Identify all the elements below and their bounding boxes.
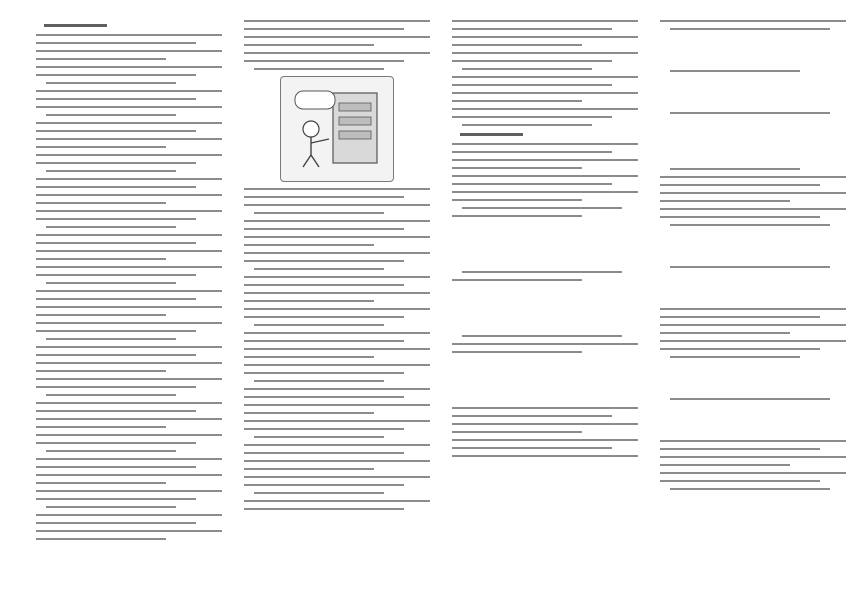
text-line xyxy=(452,415,612,417)
option-line xyxy=(46,394,176,396)
text-line xyxy=(244,188,430,190)
text-line xyxy=(660,480,820,482)
text-line xyxy=(36,154,222,156)
text-line xyxy=(244,236,430,238)
text-line xyxy=(36,178,222,180)
text-line xyxy=(36,330,196,332)
text-line xyxy=(36,426,166,428)
text-line xyxy=(244,452,404,454)
cartoon-drawing-icon xyxy=(289,85,385,173)
question-line xyxy=(670,488,830,490)
text-line xyxy=(36,266,222,268)
text-line xyxy=(36,354,196,356)
text-line xyxy=(244,20,430,22)
text-line xyxy=(244,60,404,62)
text-line xyxy=(660,208,846,210)
answer-space xyxy=(452,359,638,401)
question-line xyxy=(670,28,830,30)
text-line xyxy=(660,348,820,350)
text-line xyxy=(244,356,374,358)
text-line xyxy=(36,234,222,236)
text-line xyxy=(244,508,404,510)
text-line xyxy=(244,412,374,414)
text-line xyxy=(36,370,166,372)
text-line xyxy=(36,186,196,188)
text-line xyxy=(244,316,404,318)
text-line xyxy=(244,28,404,30)
text-line xyxy=(660,200,790,202)
text-line xyxy=(36,378,222,380)
text-line xyxy=(36,514,222,516)
question-line xyxy=(670,112,830,114)
text-line xyxy=(452,455,638,457)
text-line xyxy=(36,402,222,404)
text-line xyxy=(244,284,404,286)
option-line xyxy=(254,212,384,214)
text-line xyxy=(36,434,222,436)
text-line xyxy=(36,50,222,52)
text-line xyxy=(36,34,222,36)
text-line xyxy=(452,76,638,78)
question-line xyxy=(670,356,800,358)
text-line xyxy=(36,218,196,220)
text-line xyxy=(244,252,430,254)
answer-space xyxy=(660,406,846,434)
option-line xyxy=(254,492,384,494)
text-line xyxy=(244,396,404,398)
option-line xyxy=(254,436,384,438)
text-line xyxy=(660,216,820,218)
text-line xyxy=(244,36,430,38)
option-line xyxy=(46,282,176,284)
section-heading xyxy=(44,24,107,27)
text-line xyxy=(244,204,430,206)
text-line xyxy=(244,404,430,406)
text-line xyxy=(660,308,846,310)
cartoon-illustration xyxy=(280,76,394,182)
option-line xyxy=(254,324,384,326)
text-line xyxy=(452,60,612,62)
text-line xyxy=(244,372,404,374)
text-line xyxy=(36,522,196,524)
text-line xyxy=(36,74,196,76)
text-line xyxy=(244,388,430,390)
text-line xyxy=(36,458,222,460)
text-line xyxy=(36,146,166,148)
option-line xyxy=(254,380,384,382)
text-column-2 xyxy=(244,14,430,603)
option-line xyxy=(254,68,384,70)
text-line xyxy=(36,306,222,308)
text-line xyxy=(452,423,638,425)
text-line xyxy=(660,184,820,186)
question-line xyxy=(462,207,622,209)
text-line xyxy=(452,100,582,102)
text-line xyxy=(452,108,638,110)
text-line xyxy=(244,460,430,462)
answer-space xyxy=(660,36,846,64)
text-line xyxy=(452,151,612,153)
text-line xyxy=(36,482,166,484)
text-line xyxy=(452,159,638,161)
text-line xyxy=(36,290,222,292)
text-line xyxy=(36,250,222,252)
text-line xyxy=(36,362,222,364)
question-line xyxy=(452,215,582,217)
text-line xyxy=(244,348,430,350)
text-line xyxy=(36,58,166,60)
question-line xyxy=(670,398,830,400)
answer-space xyxy=(660,364,846,392)
text-line xyxy=(244,484,404,486)
text-line xyxy=(452,52,638,54)
text-line xyxy=(36,386,196,388)
text-line xyxy=(452,439,638,441)
text-line xyxy=(36,194,222,196)
text-line xyxy=(244,332,430,334)
option-line xyxy=(46,170,176,172)
text-line xyxy=(244,276,430,278)
text-line xyxy=(244,340,404,342)
text-line xyxy=(660,20,846,22)
text-column-1 xyxy=(36,14,222,603)
question-line xyxy=(670,168,800,170)
question-line xyxy=(452,279,582,281)
text-line xyxy=(36,298,196,300)
text-line xyxy=(452,175,638,177)
option-line xyxy=(46,114,176,116)
text-line xyxy=(660,472,846,474)
text-line xyxy=(36,314,166,316)
text-line xyxy=(244,196,404,198)
text-line xyxy=(244,428,404,430)
answer-space xyxy=(660,120,846,162)
text-line xyxy=(660,324,846,326)
text-line xyxy=(452,84,612,86)
text-line xyxy=(660,448,820,450)
text-line xyxy=(660,456,846,458)
text-line xyxy=(36,418,222,420)
text-line xyxy=(452,199,582,201)
text-line xyxy=(36,98,196,100)
text-line xyxy=(36,138,222,140)
text-line xyxy=(36,466,196,468)
question-line xyxy=(462,271,622,273)
text-line xyxy=(660,340,846,342)
text-line xyxy=(660,440,846,442)
answer-space xyxy=(452,223,638,265)
text-line xyxy=(36,322,222,324)
question-line xyxy=(452,351,582,353)
text-line xyxy=(36,122,222,124)
text-line xyxy=(452,447,612,449)
text-line xyxy=(452,44,582,46)
text-line xyxy=(660,316,820,318)
text-line xyxy=(36,530,222,532)
text-line xyxy=(36,442,196,444)
text-line xyxy=(244,44,374,46)
text-line xyxy=(452,143,638,145)
text-line xyxy=(36,90,222,92)
answer-space xyxy=(660,274,846,302)
text-line xyxy=(452,116,612,118)
text-line xyxy=(244,308,430,310)
text-line xyxy=(244,228,404,230)
text-column-4 xyxy=(660,14,846,603)
text-line xyxy=(244,260,404,262)
text-line xyxy=(660,464,790,466)
question-line xyxy=(670,70,800,72)
text-line xyxy=(36,474,222,476)
section-heading xyxy=(460,133,523,136)
text-line xyxy=(36,538,166,540)
text-line xyxy=(660,192,846,194)
text-line xyxy=(660,332,790,334)
text-line xyxy=(244,52,430,54)
text-line xyxy=(452,431,582,433)
text-line xyxy=(452,183,612,185)
text-line xyxy=(36,346,222,348)
text-line xyxy=(244,476,430,478)
text-line xyxy=(36,242,196,244)
text-line xyxy=(36,490,222,492)
text-line xyxy=(36,42,196,44)
text-line xyxy=(452,167,582,169)
text-line xyxy=(36,498,196,500)
text-line xyxy=(244,500,430,502)
text-line xyxy=(452,191,638,193)
text-line xyxy=(244,364,430,366)
text-line xyxy=(452,407,638,409)
text-line xyxy=(36,210,222,212)
text-column-3 xyxy=(452,14,638,603)
option-line xyxy=(46,82,176,84)
text-line xyxy=(244,292,430,294)
text-line xyxy=(36,274,196,276)
text-line xyxy=(244,420,430,422)
option-line xyxy=(46,338,176,340)
text-line xyxy=(36,410,196,412)
option-line xyxy=(46,226,176,228)
text-line xyxy=(244,220,430,222)
text-line xyxy=(36,162,196,164)
text-line xyxy=(36,202,166,204)
text-line xyxy=(36,66,222,68)
option-line xyxy=(254,268,384,270)
text-line xyxy=(452,92,638,94)
text-line xyxy=(36,258,166,260)
text-line xyxy=(36,130,196,132)
answer-space xyxy=(660,78,846,106)
option-line xyxy=(46,450,176,452)
question-line xyxy=(670,224,830,226)
option-line xyxy=(462,68,592,70)
question-line xyxy=(452,343,638,345)
option-line xyxy=(46,506,176,508)
text-line xyxy=(244,300,374,302)
text-line xyxy=(660,176,846,178)
text-line xyxy=(452,20,638,22)
answer-space xyxy=(660,232,846,260)
text-line xyxy=(244,468,374,470)
text-line xyxy=(36,106,222,108)
question-line xyxy=(670,266,830,268)
text-line xyxy=(452,36,638,38)
text-line xyxy=(244,244,374,246)
text-line xyxy=(452,28,612,30)
text-line xyxy=(244,444,430,446)
answer-space xyxy=(452,287,638,329)
question-line xyxy=(462,335,622,337)
option-line xyxy=(462,124,592,126)
